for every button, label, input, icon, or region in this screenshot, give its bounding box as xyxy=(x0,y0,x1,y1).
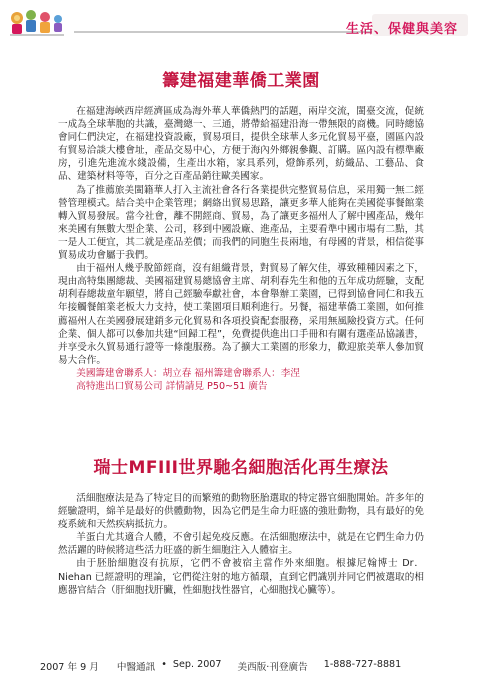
contact-line: 美國籌建會聯系人：胡立春 福州籌建會聯系人：李涅 xyxy=(76,367,300,379)
footer-publication: 中醫通訊 xyxy=(116,662,156,673)
footer-phone: 1-888-727-8881 xyxy=(323,659,402,670)
article-paragraph: 活細胞療法是為了特定目的而繁殖的動物胚胎選取的特定器官細胞開始。許多年的經驗證明，綿羊是最好的供體動物，因為它們是生命力旺盛的強壯動物，具有最好的免疫系統和天然疾病抵抗力。 xyxy=(58,493,424,531)
article-title: 籌建福建華僑工業園 xyxy=(162,71,320,91)
article-cell-therapy xyxy=(58,453,424,597)
section-title: 生活、保健與美容 xyxy=(345,22,458,37)
page-header xyxy=(0,0,478,46)
article-paragraph: 為了推薦旅美閩籍華人打入主流社會各行各業提供完整貿易信息，采用獨一無二經營管理模式。結合美中企業管理；網絡出貿易思路，讓更多華人能夠在美國從事餐館業轉入貿易發展。當今社會，離不開經商、貿易，為了讓更多福州人了解中國產品，幾年來美國有無數大型企業、公司，移到中國設廠、進產品，主要看準中國市場有二點，其一是人工便宜，其二就是產品差價；而我們的同胞生長兩地，有母國的背景，相信從事貿易成功會屬于我們。 xyxy=(58,184,424,262)
page-footer xyxy=(40,659,440,673)
header-divider xyxy=(74,31,374,33)
advert-reference-line: 高特進出口貿易公司 詳情請見 P50~51 廣告 xyxy=(76,380,268,392)
footer-date: 2007 年 9 月 xyxy=(40,662,99,673)
article-paragraph: 由于福州人幾乎脫節經商，沒有組織背景，對貿易了解欠佳，導致種種因素之下，現由高特集團總裁、美國福建貿易總協會主席、胡利春先生和他的五年成功經驗，支配胡利春總裁童年願望，將自己經驗奉獻社會，本會舉辦工業園，已得到協會同仁和我五年接觸餐館業老板大力支持，使工業園項目順利進行。另餐，福建華僑工業園，如何推薦福州人在美國發展建銷多元化貿易和各項投資配套服務，采用無風險投資方式。任何企業、個人都可以參加共建“回歸工程”，免費提供進出口手冊和有關有選產品協議書，并享受永久貿易通行證等一條龍服務。為了擴大工業園的形象力，歡迎旅美華人參加貿易大合作。 xyxy=(58,263,424,366)
article-paragraph: 由于胚胎細胞沒有抗原，它們不會被宿主當作外來細胞。根據尼翰博士 Dr．Niehan 已經證明的理論，它們從注射的地方循環，直到它們識別并同它們被選取的相應器官結合（肝細胞找肝臟，性細胞找性器官，心細胞找心臟等）。 xyxy=(58,558,424,596)
article-industrial-park xyxy=(58,66,424,393)
article-paragraph: 羊蛋白尤其適合人體，不會引起免疫反應。在活細胞療法中，就是在它們生命力仍然活躍的時候將這些活力旺盛的新生細胞注入人體宿主。 xyxy=(58,532,424,557)
footer-issue: Sep. 2007 xyxy=(172,659,222,670)
article-paragraph: 在福建海峽西岸經濟區成為海外華人華僑熱門的話題，兩岸交流，閩臺交流，促統一成為全球華胞的共識，臺灣總一、三通，將帶給福建沿海一帶無限的商機。同時總協會同仁們決定，在福建投資設廠，貿易項目，提供全球華人多元化貿易平臺，園區內設有貿易洽談大樓會址，產品交易中心，方便于海內外鄉親參觀、訂購。區內設有標準廠房，引進先進流水綫設備，生產出水箱，家具系列，燈飾系列，紡織品、工藝品、食品、建築材料等等，百分之百產品銷往歐美國家。 xyxy=(58,106,424,183)
family-logo-icon xyxy=(8,4,66,38)
article-title: 瑞士MFIII世界馳名細胞活化再生療法 xyxy=(93,458,389,478)
footer-edition: 美西版‧刊登廣告 xyxy=(237,662,308,673)
footer-separator-dot: • xyxy=(161,659,167,670)
